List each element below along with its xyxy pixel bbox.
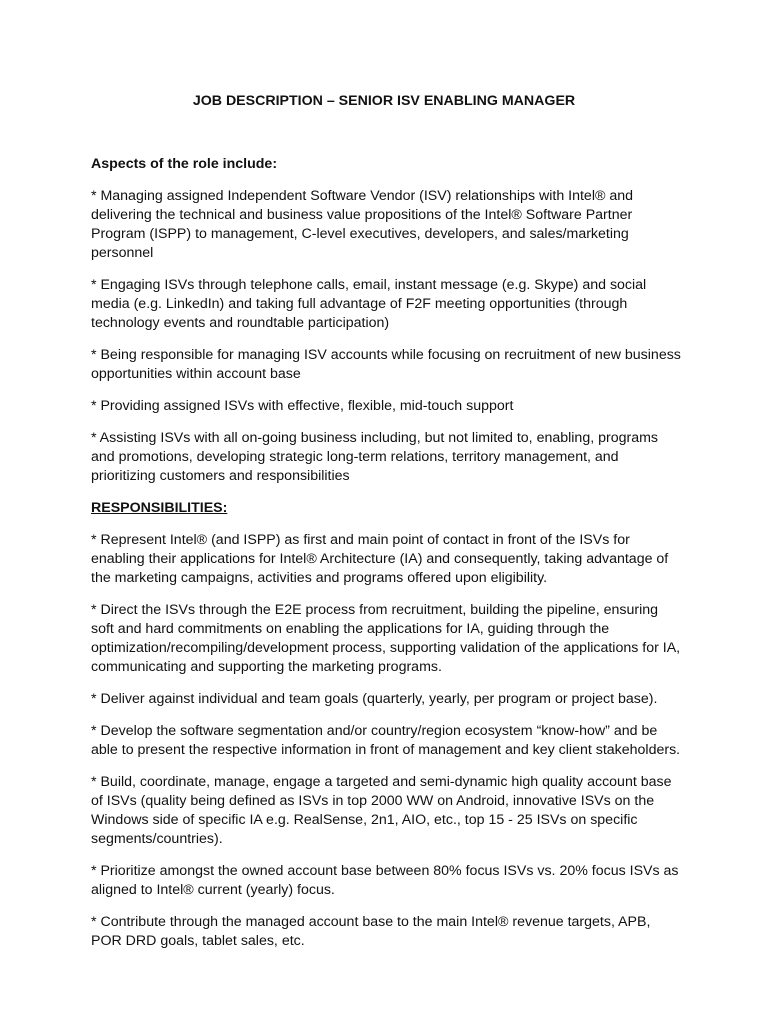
responsibility-paragraph: * Deliver against individual and team goals (quarterly, yearly, per program or project base). <box>91 691 658 707</box>
aspects-heading: Aspects of the role include: <box>91 156 278 172</box>
responsibility-paragraph: * Develop the software segmentation and/or country/region ecosystem “know-how” and be able to present the respective information in front of management and key client stakeholders. <box>91 723 681 758</box>
responsibility-paragraph: * Build, coordinate, manage, engage a targeted and semi-dynamic high quality account base of ISVs (quality being defined as ISVs in top 2000 WW on Android, innovative ISVs on the Windows side of specific IA e.g. RealSense, 2n1, AIO, etc., top 15 - 25 ISVs on specific segments/countries). <box>91 774 672 847</box>
aspect-paragraph: * Providing assigned ISVs with effective, flexible, mid-touch support <box>91 398 514 414</box>
responsibilities-heading: RESPONSIBILITIES: <box>91 500 228 516</box>
document-body <box>91 155 681 964</box>
responsibility-paragraph: * Direct the ISVs through the E2E process from recruitment, building the pipeline, ensuring soft and hard commitments on enabling the applications for IA, guiding through the optimization/recompiling/development process, supporting validation of the applications for IA, communicating and supporting the marketing programs. <box>91 602 681 675</box>
responsibility-paragraph: * Prioritize amongst the owned account base between 80% focus ISVs vs. 20% focus ISVs as aligned to Intel® current (yearly) focus. <box>91 863 679 898</box>
aspect-paragraph: * Assisting ISVs with all on-going business including, but not limited to, enabling, programs and promotions, developing strategic long-term relations, territory management, and prioritizing customers and responsibilities <box>91 430 659 484</box>
aspect-paragraph: * Engaging ISVs through telephone calls, email, instant message (e.g. Skype) and social media (e.g. LinkedIn) and taking full advantage of F2F meeting opportunities (through technology events and roundtable participation) <box>91 277 647 331</box>
aspect-paragraph: * Managing assigned Independent Software Vendor (ISV) relationships with Intel® and delivering the technical and business value propositions of the Intel® Software Partner Program (ISPP) to management, C-level executives, developers, and sales/marketing personnel <box>91 188 634 261</box>
responsibility-paragraph: * Represent Intel® (and ISPP) as first and main point of contact in front of the ISVs for enabling their applications for Intel® Architecture (IA) and consequently, taking advantage of the marketing campaigns, activities and programs offered upon eligibility. <box>91 532 669 586</box>
document-title: JOB DESCRIPTION – SENIOR ISV ENABLING MANAGER <box>192 93 576 109</box>
aspect-paragraph: * Being responsible for managing ISV accounts while focusing on recruitment of new business opportunities within account base <box>91 347 681 382</box>
responsibility-paragraph: * Contribute through the managed account base to the main Intel® revenue targets, APB, POR DRD goals, tablet sales, etc. <box>91 914 651 949</box>
